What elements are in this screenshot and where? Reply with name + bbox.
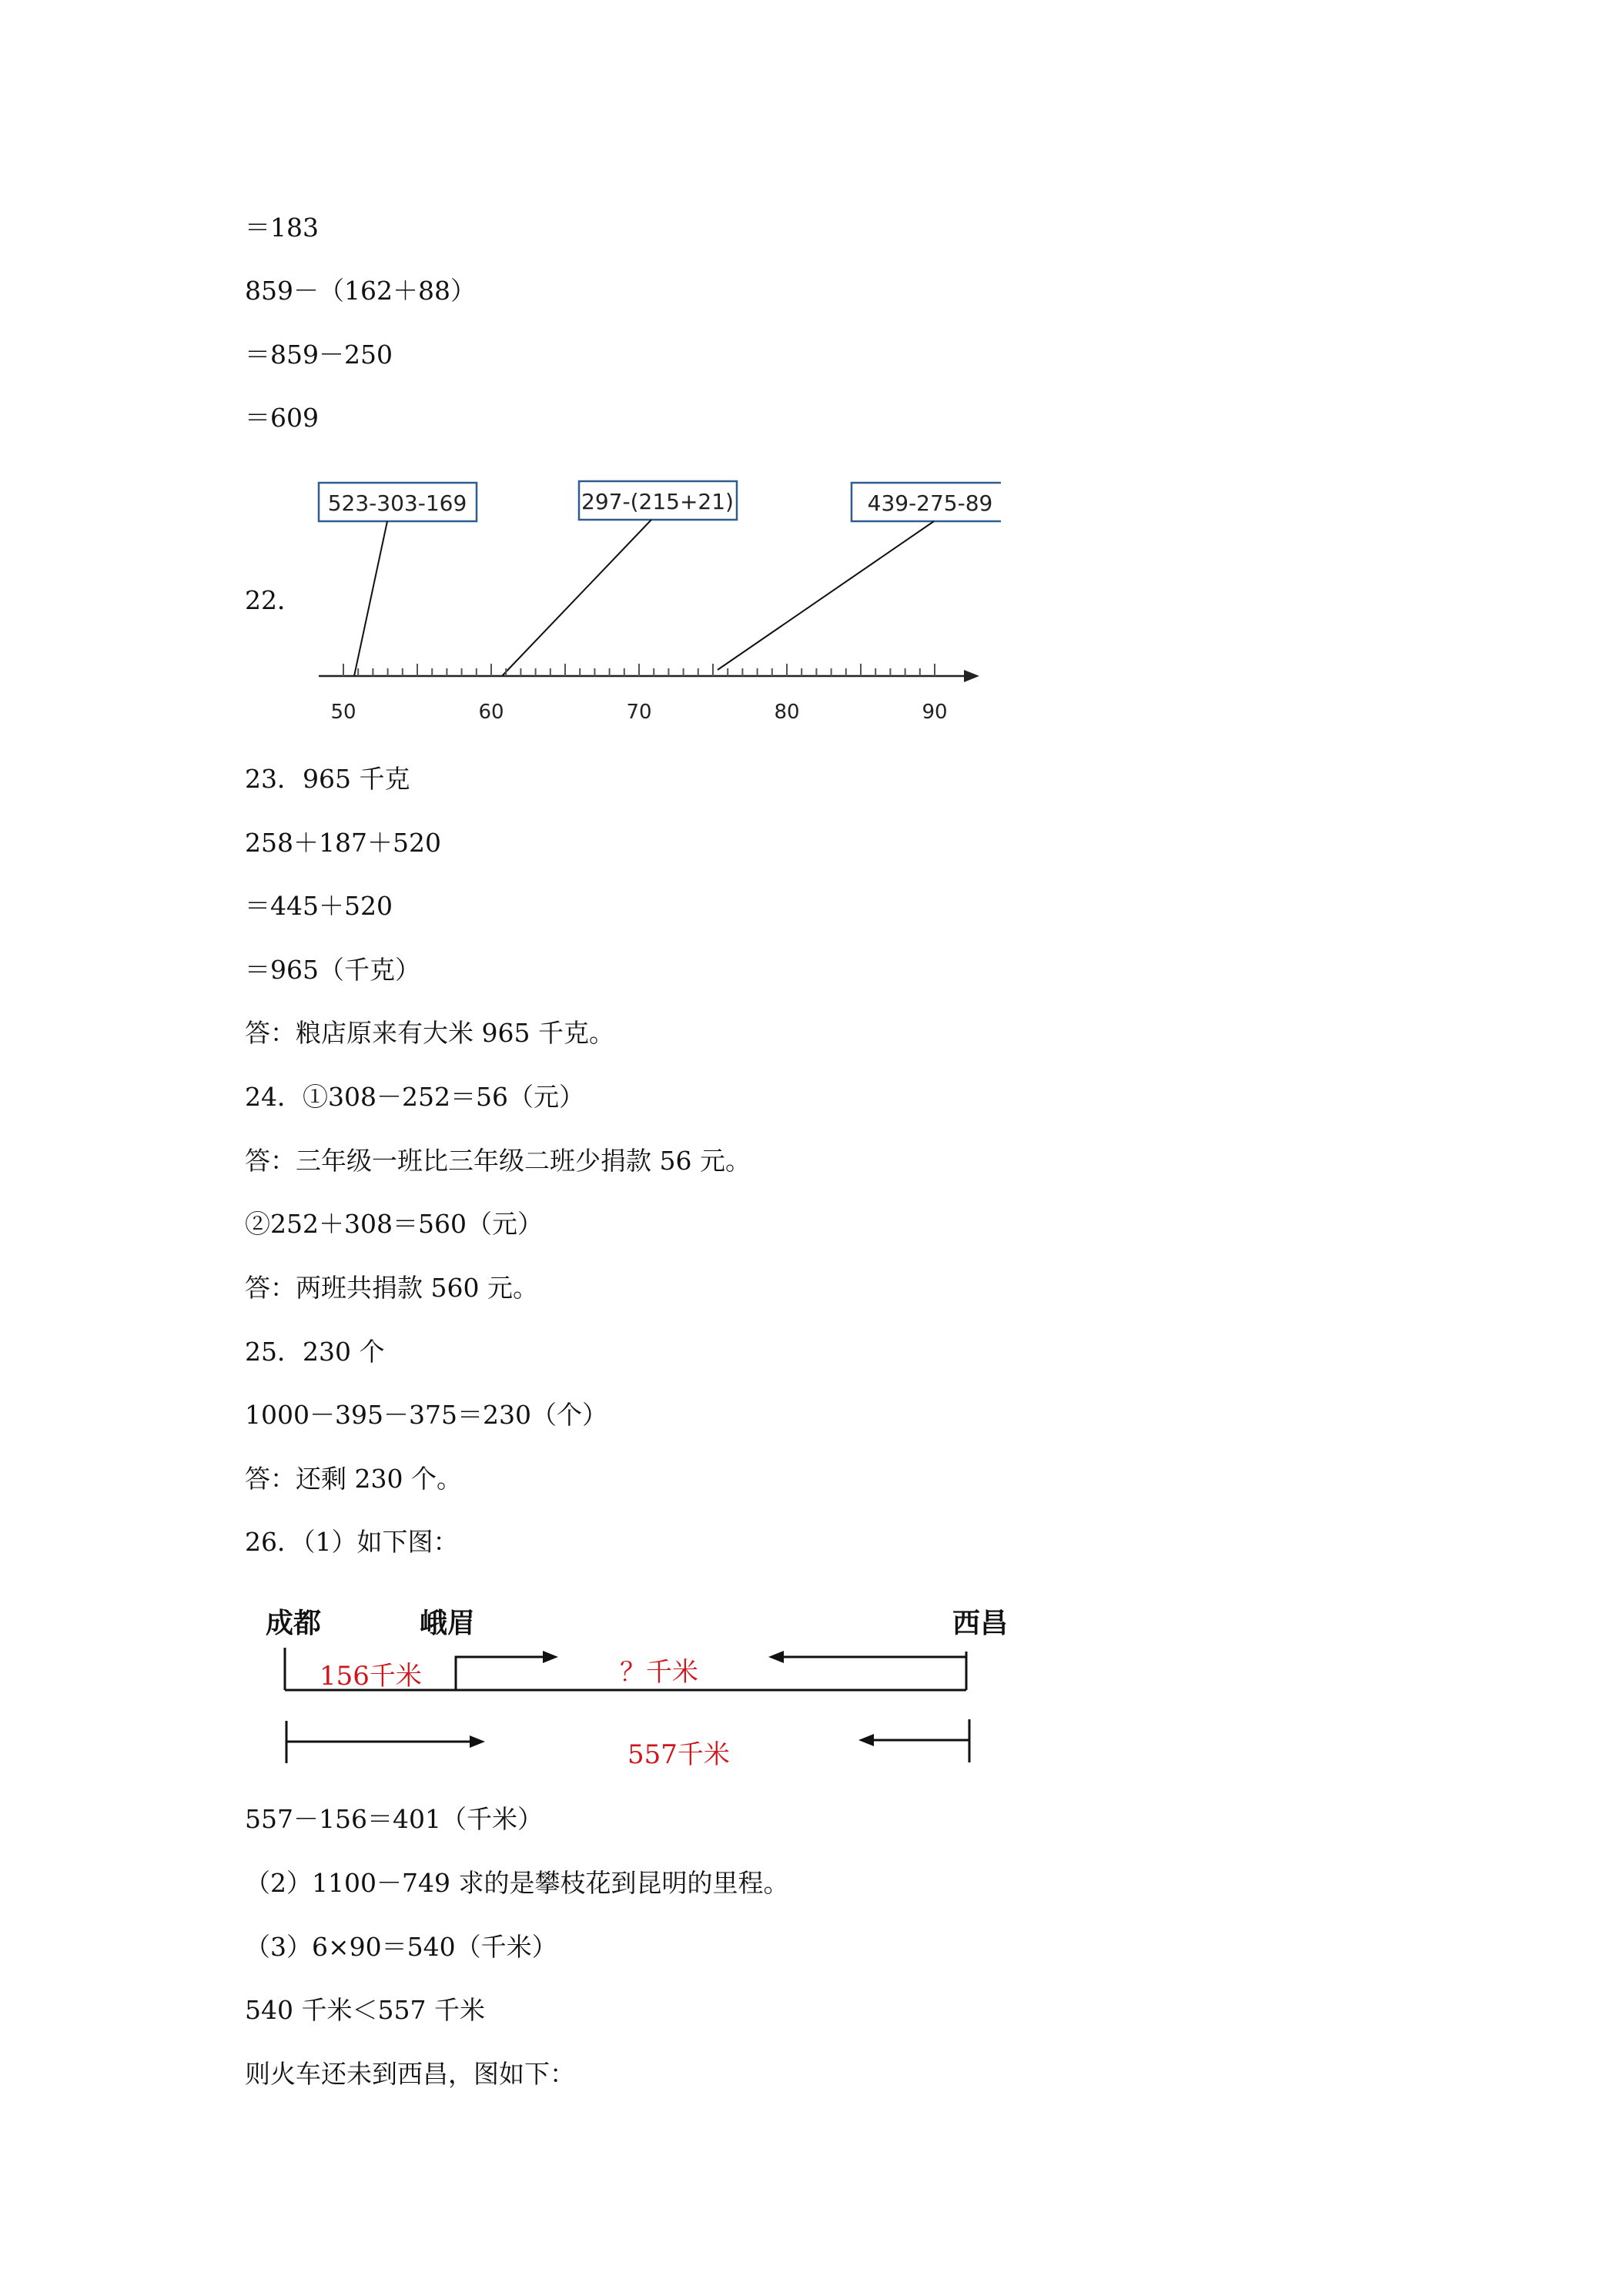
- text-line: ＝859－250: [245, 340, 393, 370]
- connector-line-2: [502, 520, 651, 676]
- tick-label-50: 50: [330, 701, 356, 724]
- city-label-chengdu: 成都: [266, 1608, 322, 1639]
- text-line: ＝183: [245, 213, 319, 243]
- xichang-arrowhead: [768, 1651, 784, 1663]
- connector-line-1: [354, 521, 387, 676]
- tick-label-60: 60: [478, 701, 504, 724]
- text-line: 则火车还未到西昌，图如下：: [245, 2059, 575, 2089]
- text-line: 26．（1）如下图：: [245, 1527, 459, 1557]
- question-number-22: 22．: [245, 585, 303, 615]
- tick-label-90: 90: [922, 701, 948, 724]
- text-line: 1000－395－375＝230（个）: [245, 1400, 607, 1430]
- text-line: ＝445＋520: [245, 891, 393, 921]
- total-distance-label: 557千米: [627, 1739, 730, 1767]
- text-line: 答：粮店原来有大米 965 千克。: [245, 1018, 614, 1048]
- connector-line-3: [718, 521, 934, 670]
- text-line: （3）6×90＝540（千米）: [245, 1932, 557, 1962]
- unknown-distance-label: ？千米: [620, 1657, 698, 1688]
- expression-box-3-text: 439-275-89: [867, 490, 993, 516]
- distance-diagram: [254, 1598, 1024, 1767]
- city-label-emei: 峨眉: [420, 1608, 476, 1639]
- text-line: 859－（162＋88）: [245, 276, 476, 306]
- number-line-ticks: [343, 664, 935, 676]
- text-line: 25．230 个: [245, 1337, 385, 1367]
- text-line: 答：三年级一班比三年级二班少捐款 56 元。: [245, 1146, 751, 1176]
- text-line: ②252＋308＝560（元）: [245, 1209, 543, 1239]
- expression-box-1-text: 523-303-169: [327, 490, 467, 516]
- expression-box-2-text: 297-(215+21): [581, 489, 734, 514]
- text-line: 557－156＝401（千米）: [245, 1804, 543, 1834]
- tick-label-80: 80: [774, 701, 800, 724]
- text-line: 答：两班共捐款 560 元。: [245, 1273, 538, 1303]
- segment-label-156: 156千米: [320, 1661, 422, 1692]
- text-line: 258＋187＋520: [245, 828, 441, 858]
- number-line-figure: [308, 477, 1001, 739]
- emei-arrow: [456, 1657, 547, 1690]
- total-right-arrowhead: [858, 1734, 874, 1746]
- text-line: 540 千米＜557 千米: [245, 1995, 485, 2025]
- emei-arrowhead: [543, 1651, 558, 1663]
- total-left-arrowhead: [470, 1735, 485, 1748]
- tick-label-70: 70: [626, 701, 652, 724]
- text-line: ＝609: [245, 403, 319, 433]
- text-line: 24．①308－252＝56（元）: [245, 1082, 584, 1112]
- text-line: （2）1100－749 求的是攀枝花到昆明的里程。: [245, 1868, 789, 1898]
- text-line: 答：还剩 230 个。: [245, 1464, 462, 1494]
- text-line: 23．965 千克: [245, 764, 410, 794]
- city-label-xichang: 西昌: [952, 1608, 1009, 1639]
- number-line-arrow: [964, 670, 979, 682]
- text-line: ＝965（千克）: [245, 955, 420, 985]
